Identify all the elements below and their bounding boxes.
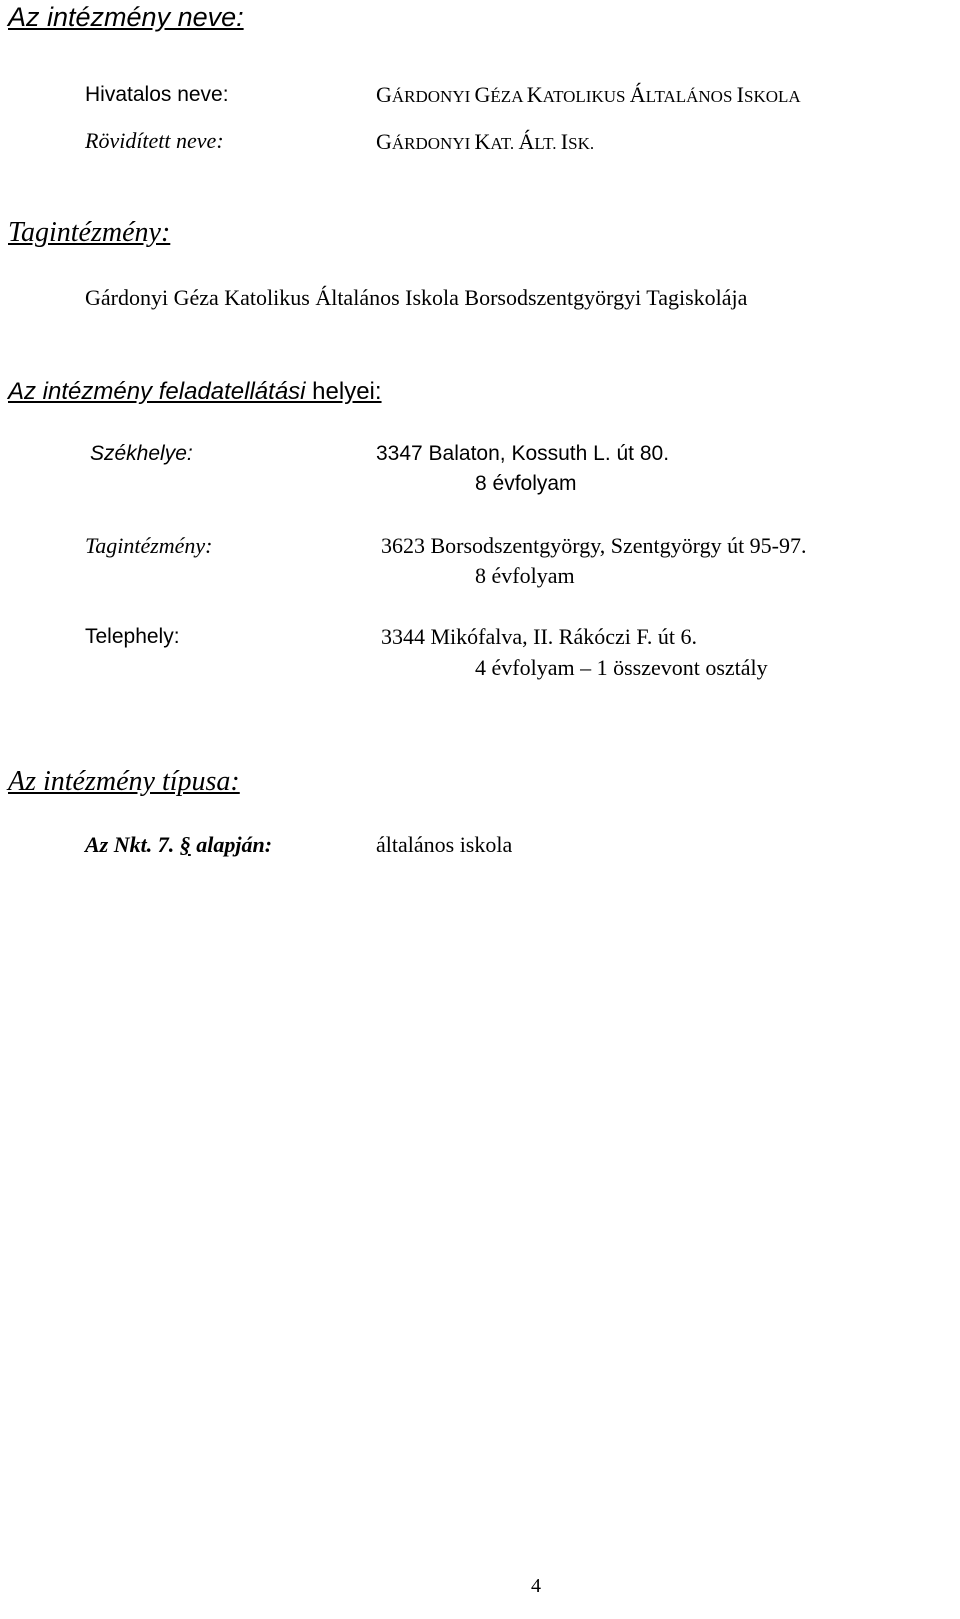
seat-label: Székhelye: — [90, 442, 193, 465]
seat-address: 3347 Balaton, Kossuth L. út 80. — [376, 442, 670, 465]
short-name-label: Rövidített neve: — [85, 128, 224, 153]
section-heading-member: Tagintézmény: — [8, 217, 171, 248]
official-name-value: GÁRDONYI GÉZA KATOLIKUS ÁLTALÁNOS ISKOLA — [376, 82, 801, 107]
member-location-label: Tagintézmény: — [85, 533, 213, 558]
section-heading-type: Az intézmény típusa: — [8, 766, 240, 797]
type-value: általános iskola — [376, 832, 513, 857]
member-institution-name: Gárdonyi Géza Katolikus Általános Iskola Borsodszentgyörgyi Tagiskolája — [85, 285, 748, 310]
section-sign: § — [179, 832, 191, 857]
site-grades: 4 évfolyam – 1 összevont osztály — [475, 655, 768, 680]
section-heading-locations: Az intézmény feladatellátási helyei: — [8, 378, 382, 405]
official-name-label: Hivatalos neve: — [85, 83, 229, 106]
page-number: 4 — [531, 1575, 541, 1597]
member-location-address: 3623 Borsodszentgyörgy, Szentgyörgy út 95-97. — [381, 533, 807, 558]
site-address: 3344 Mikófalva, II. Rákóczi F. út 6. — [381, 624, 697, 649]
site-label: Telephely: — [85, 625, 180, 648]
type-basis-label: Az Nkt. 7. § alapján: — [85, 832, 273, 857]
seat-grades: 8 évfolyam — [475, 472, 577, 495]
section-heading-name: Az intézmény neve: — [8, 2, 244, 32]
short-name-value: GÁRDONYI KAT. ÁLT. ISK. — [376, 129, 595, 154]
member-location-grades: 8 évfolyam — [475, 563, 575, 588]
